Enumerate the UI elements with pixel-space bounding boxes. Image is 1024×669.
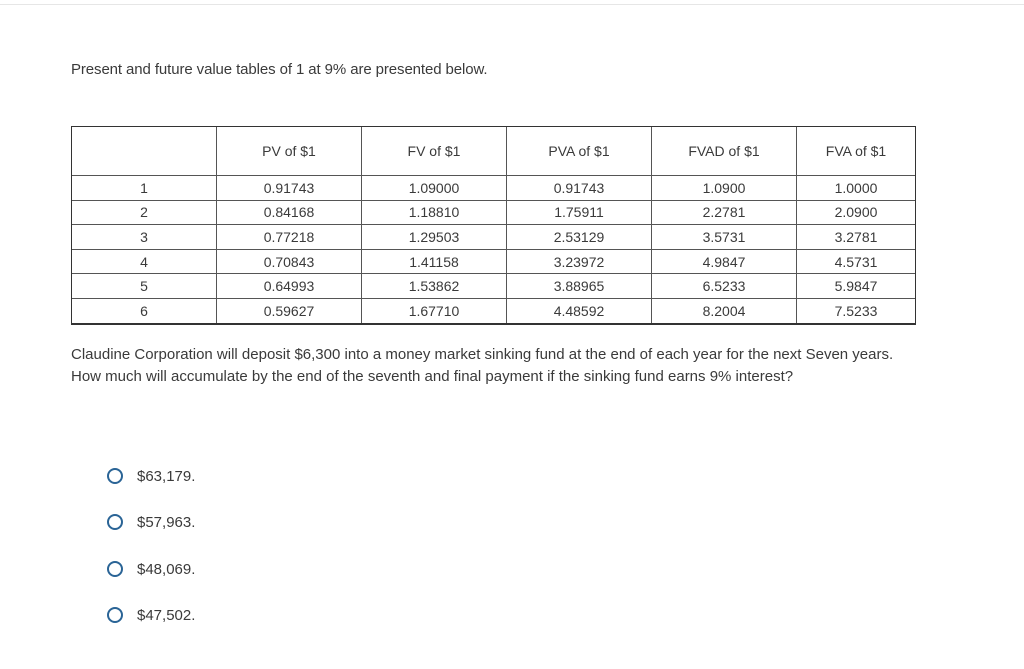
question-text: Claudine Corporation will deposit $6,300 into a money market sinking fund at the end of each year for the next Seven years. How much will accumulate by the end of the seventh and final payment if the sinking fund earns 9% interest? bbox=[71, 346, 894, 385]
table-cell: 0.91743 bbox=[507, 176, 652, 201]
table-cell: 0.64993 bbox=[217, 274, 362, 299]
intro-text: Present and future value tables of 1 at 9% are presented below. bbox=[71, 61, 488, 78]
table-cell: 4.48592 bbox=[507, 299, 652, 323]
table-cell: 3.2781 bbox=[797, 225, 915, 250]
table-cell: 3.88965 bbox=[507, 274, 652, 299]
table-row bbox=[72, 201, 915, 226]
table-cell: 4 bbox=[72, 250, 217, 275]
answer-option-2[interactable] bbox=[107, 510, 195, 534]
table-cell: 1.0900 bbox=[652, 176, 797, 201]
table-cell: 2 bbox=[72, 201, 217, 226]
value-table bbox=[71, 126, 916, 325]
table-cell: 5 bbox=[72, 274, 217, 299]
table-cell: 0.84168 bbox=[217, 201, 362, 226]
table-row bbox=[72, 250, 915, 275]
radio-circle-icon[interactable] bbox=[107, 468, 123, 484]
table-cell: 2.2781 bbox=[652, 201, 797, 226]
table-cell: 0.77218 bbox=[217, 225, 362, 250]
answer-option-label: $63,179. bbox=[137, 467, 196, 485]
table-cell: 3 bbox=[72, 225, 217, 250]
table-cell: 2.0900 bbox=[797, 201, 915, 226]
table-cell: 3.23972 bbox=[507, 250, 652, 275]
table-cell: 1.41158 bbox=[362, 250, 507, 275]
table-cell: 4.9847 bbox=[652, 250, 797, 275]
column-header: FV of $1 bbox=[362, 127, 507, 176]
table-cell: 8.2004 bbox=[652, 299, 797, 323]
radio-circle-icon[interactable] bbox=[107, 514, 123, 530]
table-cell: 0.59627 bbox=[217, 299, 362, 323]
column-header: PV of $1 bbox=[217, 127, 362, 176]
radio-circle-icon[interactable] bbox=[107, 607, 123, 623]
answer-option-3[interactable] bbox=[107, 557, 195, 581]
answer-option-4[interactable] bbox=[107, 603, 195, 627]
table-cell: 0.91743 bbox=[217, 176, 362, 201]
column-header: PVA of $1 bbox=[507, 127, 652, 176]
table-cell: 1.09000 bbox=[362, 176, 507, 201]
column-header bbox=[72, 127, 217, 176]
table-cell: 6 bbox=[72, 299, 217, 323]
answer-option-1[interactable] bbox=[107, 464, 195, 488]
table-cell: 2.53129 bbox=[507, 225, 652, 250]
table-cell: 3.5731 bbox=[652, 225, 797, 250]
answer-option-label: $48,069. bbox=[137, 560, 196, 578]
radio-circle-icon[interactable] bbox=[107, 561, 123, 577]
table-row bbox=[72, 176, 915, 201]
table-row bbox=[72, 274, 915, 299]
answer-option-label: $47,502. bbox=[137, 606, 196, 624]
table-header-row bbox=[72, 127, 915, 176]
table-row bbox=[72, 225, 915, 250]
table-cell: 6.5233 bbox=[652, 274, 797, 299]
table-cell: 1.67710 bbox=[362, 299, 507, 323]
answer-option-label: $57,963. bbox=[137, 513, 196, 531]
table-cell: 5.9847 bbox=[797, 274, 915, 299]
table-cell: 1.75911 bbox=[507, 201, 652, 226]
table-cell: 1.18810 bbox=[362, 201, 507, 226]
table-row bbox=[72, 299, 915, 323]
table-cell: 1.0000 bbox=[797, 176, 915, 201]
table-cell: 1 bbox=[72, 176, 217, 201]
column-header: FVA of $1 bbox=[797, 127, 915, 176]
table-cell: 1.53862 bbox=[362, 274, 507, 299]
table-cell: 7.5233 bbox=[834, 302, 878, 319]
column-header: FVAD of $1 bbox=[652, 127, 797, 176]
top-divider bbox=[0, 4, 1024, 5]
table-cell: 4.5731 bbox=[797, 250, 915, 275]
table-cell: 0.70843 bbox=[217, 250, 362, 275]
table-cell: 1.29503 bbox=[362, 225, 507, 250]
